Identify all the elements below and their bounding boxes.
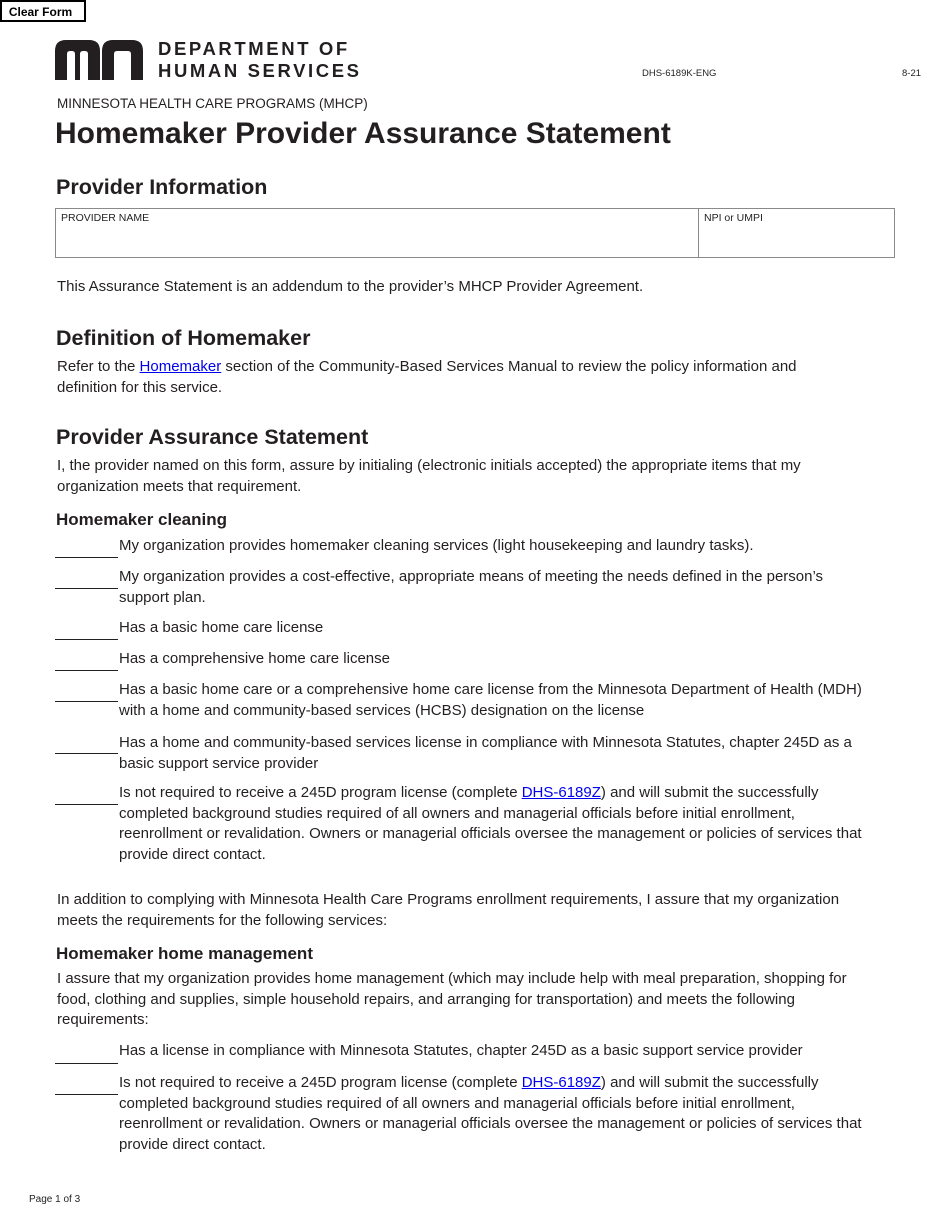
assurance-intro: I, the provider named on this form, assure by initialing (electronic initials accepted) the appropriate items that my organization meets that requirement. bbox=[57, 457, 801, 495]
initials-line[interactable] bbox=[55, 639, 118, 640]
item-text-end: ) and will submit the successfully completed background studies required of all owners and managerial officials before initial enrollment, reenrollment or revalidation. Owners or managerial officials oversee the management or policies of services that provide direct contact. bbox=[119, 1074, 862, 1153]
item-text bbox=[119, 783, 870, 865]
initials-line[interactable] bbox=[55, 1063, 118, 1064]
npi-label: NPI or UMPI bbox=[704, 212, 763, 224]
list-item bbox=[55, 618, 870, 639]
initials-line[interactable] bbox=[55, 588, 118, 589]
item-text-start: Is not required to receive a 245D program license (complete bbox=[119, 784, 522, 801]
definition-text-start: Refer to the bbox=[57, 358, 140, 375]
initials-line[interactable] bbox=[55, 1094, 118, 1095]
definition-heading: Definition of Homemaker bbox=[56, 326, 311, 350]
item-text: My organization provides a cost-effective, appropriate means of meeting the needs defined in the person’s support plan. bbox=[119, 568, 824, 606]
list-item bbox=[55, 567, 870, 608]
page-title: Homemaker Provider Assurance Statement bbox=[55, 117, 671, 150]
item-text-start: Is not required to receive a 245D program license (complete bbox=[119, 1074, 522, 1091]
item-text: Has a basic home care license bbox=[119, 619, 324, 636]
clear-form-button[interactable]: Clear Form bbox=[0, 0, 86, 22]
department-line-2: HUMAN SERVICES bbox=[158, 60, 362, 81]
definition-text bbox=[57, 357, 857, 398]
item-text: Has a comprehensive home care license bbox=[119, 650, 390, 667]
initials-line[interactable] bbox=[55, 804, 118, 805]
page-number: Page 1 of 3 bbox=[29, 1194, 81, 1205]
revision-date: 8-21 bbox=[902, 68, 922, 79]
dhs-6189z-link[interactable]: DHS-6189Z bbox=[521, 1074, 601, 1091]
definition-text-end: section of the Community-Based Services Manual to review the policy information and definition for this service. bbox=[57, 358, 797, 396]
initials-line[interactable] bbox=[55, 670, 118, 671]
home-management-heading: Homemaker home management bbox=[56, 944, 313, 963]
program-name: MINNESOTA HEALTH CARE PROGRAMS (MHCP) bbox=[57, 96, 368, 111]
addendum-text: This Assurance Statement is an addendum to the provider’s MHCP Provider Agreement. bbox=[57, 278, 644, 295]
addition-text: In addition to complying with Minnesota Health Care Programs enrollment requirements, I assure that my organization meets the requirements for the following services: bbox=[57, 891, 840, 929]
provider-name-label: PROVIDER NAME bbox=[61, 212, 150, 224]
form-number: DHS-6189K-ENG bbox=[642, 68, 717, 79]
department-name bbox=[158, 38, 362, 82]
assurance-heading: Provider Assurance Statement bbox=[56, 425, 369, 449]
list-item bbox=[55, 733, 870, 774]
item-text: Has a license in compliance with Minnesota Statutes, chapter 245D as a basic support service provider bbox=[119, 1042, 803, 1059]
list-item bbox=[55, 1073, 870, 1155]
initials-line[interactable] bbox=[55, 701, 118, 702]
provider-info-heading: Provider Information bbox=[56, 175, 268, 199]
cleaning-heading: Homemaker cleaning bbox=[56, 510, 228, 529]
initials-line[interactable] bbox=[55, 557, 118, 558]
list-item bbox=[55, 680, 870, 721]
list-item bbox=[55, 649, 870, 670]
list-item bbox=[55, 783, 870, 865]
item-text: Has a home and community-based services license in compliance with Minnesota Statutes, chapter 245D as a basic support service provider bbox=[119, 734, 852, 772]
list-item bbox=[55, 536, 870, 557]
item-text-end: ) and will submit the successfully completed background studies required of all owners and managerial officials before initial enrollment, reenrollment or revalidation. Owners or managerial officials oversee the management or policies of services that provide direct contact. bbox=[119, 784, 862, 863]
npi-field[interactable] bbox=[699, 209, 894, 257]
provider-info-table bbox=[55, 208, 895, 258]
item-text bbox=[119, 1073, 870, 1155]
dhs-6189z-link[interactable]: DHS-6189Z bbox=[521, 784, 601, 801]
initials-line[interactable] bbox=[55, 753, 118, 754]
department-line-1: DEPARTMENT OF bbox=[158, 38, 350, 59]
item-text: Has a basic home care or a comprehensive home care license from the Minnesota Department of Health (MDH) with a home and community-based services (HCBS) designation on the license bbox=[119, 681, 862, 719]
mn-logo-icon bbox=[55, 40, 143, 80]
homemaker-link[interactable]: Homemaker bbox=[139, 358, 222, 375]
list-item bbox=[55, 1041, 870, 1062]
provider-name-field[interactable] bbox=[56, 209, 699, 257]
item-text: My organization provides homemaker cleaning services (light housekeeping and laundry tasks). bbox=[119, 537, 754, 554]
home-management-intro: I assure that my organization provides home management (which may include help with meal preparation, shopping for food, clothing and supplies, simple household repairs, and arranging for transportation) and meets the following requirements: bbox=[57, 970, 847, 1028]
